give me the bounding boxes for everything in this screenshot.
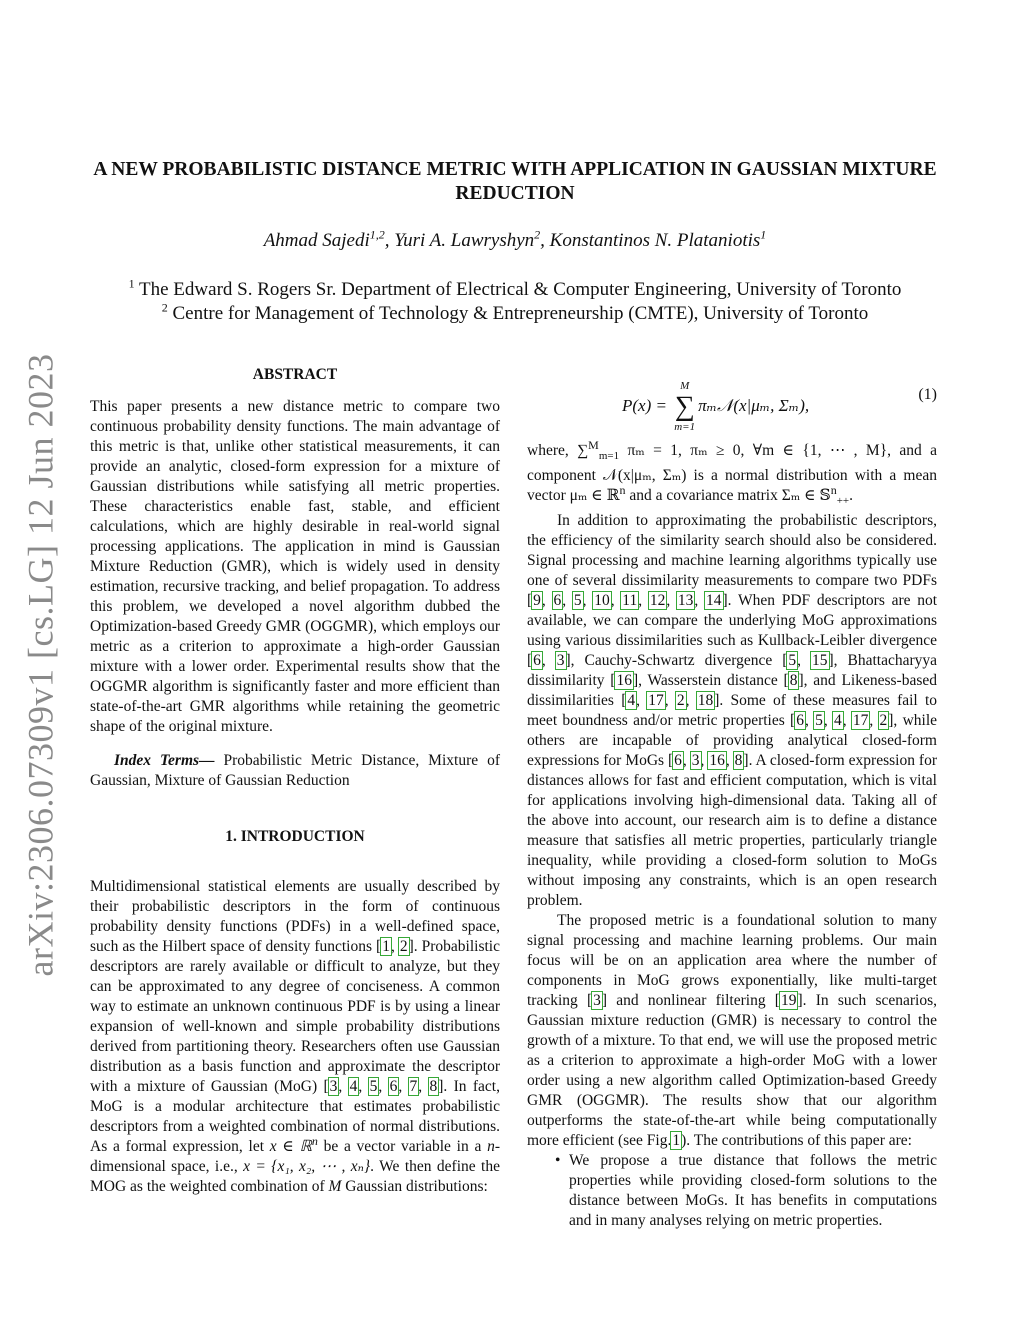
- index-terms-text: Probabilistic Metric Distance, Mixture of Gaussian, Mixture of Gaussian Reduction: [90, 752, 500, 789]
- author-name: Ahmad Sajedi: [263, 230, 370, 251]
- text-run: -dimensional space, i.e.,: [90, 1138, 500, 1175]
- citation-link[interactable]: 1: [382, 938, 390, 955]
- text-run: ] and nonlinear filtering [: [601, 992, 780, 1010]
- contributions-list: [527, 1151, 937, 1231]
- text-run: ]. A closed-form expression for distances allows for fast and efficient computation, which is vital for applications involving high-dimensional data. Taking all of the above into account, our research aim is to define a distance measure that satisfies all metric properties, particularly triangle inequality, while providing a closed-form solution to MoGs without imposing any constraints, which is an open research problem.: [527, 752, 937, 910]
- equation-body: [622, 380, 809, 434]
- math-superscript: n: [311, 1133, 318, 1148]
- citation-link[interactable]: 3: [691, 752, 700, 770]
- text-run: . We then define the MOG as the weighted combination of: [90, 1158, 500, 1195]
- index-terms-label: Index Terms—: [114, 752, 215, 769]
- author-list: Ahmad Sajedi$^{1,2}$, Yuri A. Lawryshyn$^2$, Konstantinos N. Plataniotis$^1$: [263, 227, 767, 251]
- citation-link[interactable]: 14: [706, 592, 722, 610]
- citation-link[interactable]: 6: [796, 712, 804, 730]
- intro-paragraph: Multidimensional statistical elements are usually described by their probabilistic descriptors in the form of continuous probability density functions (PDFs) in a well-defined space, such as the Hilbert space of density functions [1, 2]. Probabilistic descriptors are rarely available or difficult to analyze, but they can be approximated to any degree of conciseness. A common way to estimate an unknown continuous PDF is by using a linear expansion of well-known and simple probability distributions derived from partitioning theory. Researchers often use Gaussian distribution as a basis function and approximate the descriptor with a mixture of Gaussian (MoG) [3, 4, 5, 6, 7, 8]. In fact, MoG is a modular architecture that estimates probabilistic descriptors from a weighted combination of normal distributions. As a formal expression, let x ∈ ℝ$^n$ be a vector variable in a n-dimensional space, i.e., x = {x₁, x₂, ⋯ , xₙ}. We then define the MOG as the weighted combination of M Gaussian distributions:: [90, 878, 500, 1195]
- text-run: The proposed metric is a foundational solution to many signal processing and machine learning problems. Our main focus will be on an application area where the number of components in MoG grows exponentially, like multi-target tracking [: [527, 912, 937, 1010]
- introduction-heading: 1. INTRODUCTION: [225, 828, 365, 845]
- citation-link[interactable]: 5: [573, 592, 582, 610]
- author-affiliation-mark: 1: [760, 227, 767, 242]
- citation-link[interactable]: 16: [616, 672, 632, 690]
- summation: [674, 380, 695, 434]
- text-run: be a vector variable in a: [317, 1138, 488, 1155]
- author-name: Konstantinos N. Plataniotis: [549, 230, 761, 251]
- citation-link[interactable]: 2: [399, 938, 408, 955]
- left-column: [90, 365, 500, 1197]
- text-run: ]. In such scenarios, Gaussian mixture reduction (GMR) is necessary to control the growth of a mixture. To that end, we will use the proposed metric as a criterion to approximate a high-order MoG with a lower order using a new algorithm called Optimization-based Greedy GMR (OGGMR). The results show that our algorithm outperforms the state-of-the-art while being computationally more efficient (see Fig.: [527, 992, 938, 1150]
- affiliation: [90, 278, 940, 302]
- paper-title: A NEW PROBABILISTIC DISTANCE METRIC WITH APPLICATION IN GAUSSIAN MIXTURE REDUCTION: [93, 159, 937, 204]
- sum-lower-limit: m=1: [674, 421, 696, 433]
- text-run: and a covariance matrix Σₘ ∈ 𝕊: [625, 487, 831, 505]
- citation-link[interactable]: 9: [533, 592, 541, 610]
- citation-link[interactable]: 3: [593, 992, 601, 1010]
- right-column: [527, 365, 937, 1231]
- arxiv-stamp: [14, 355, 66, 975]
- text-run: Multidimensional statistical elements are usually described by their probabilistic descriptors in the form of continuous probability density functions (PDFs) in a well-defined space, such as the Hilbert space of density functions [: [90, 878, 500, 955]
- citation-link[interactable]: 16: [709, 752, 725, 770]
- citation-link[interactable]: 2: [676, 692, 685, 710]
- citation-link[interactable]: 6: [553, 592, 562, 610]
- text-run: In addition to approximating the probabilistic descriptors, the efficiency of the similarity search should also be considered. Signal processing and machine learning algorithms typically use one of several dissimilarity measurements to compare two PDFs [: [527, 512, 937, 610]
- citation-link[interactable]: 8: [734, 752, 743, 770]
- citation-link[interactable]: 6: [533, 652, 541, 670]
- citation-link[interactable]: 3: [329, 1078, 338, 1095]
- text-run: ]. When PDF descriptors are not available, we can compare the underlying MoG approximations using various dissimilarities such as Kullback-Leibler divergence [: [527, 592, 938, 670]
- affiliation-list: [90, 278, 940, 326]
- citation-link[interactable]: 5: [788, 652, 797, 670]
- equation-number: (1): [918, 386, 937, 403]
- where-paragraph: [527, 437, 937, 511]
- proposed-metric-paragraph: [527, 911, 937, 1151]
- author-affiliation-mark: 2: [534, 227, 541, 242]
- math-superscript: M: [588, 437, 599, 452]
- math-inline: M: [328, 1178, 342, 1195]
- figure-link[interactable]: 1: [672, 1132, 681, 1150]
- text-run: where, ∑: [527, 442, 589, 459]
- sum-symbol: ∑: [674, 391, 695, 422]
- dissimilarity-paragraph: In addition to approximating the probabilistic descriptors, the efficiency of the similarity search should also be considered. Signal processing and machine learning algorithms typically use one of several dissimilarity measurements to compare two PDFs [9, 6, 5, 10, 11, 12, 13, 14]. When PDF descriptors are not available, we can compare the underlying MoG approximations using various dissimilarities such as Kullback-Leibler divergence [6, 3], Cauchy-Schwartz divergence [5, 15], Bhattacharyya dissimilarity [16], Wasserstein distance [8], and Likeness-based dissimilarities [4, 17, 2, 18]. Some of these measures fail to meet boundness and/or metric properties [6, 5, 4, 17, 2], while others are incapable of providing analytical closed-form expressions for MoGs [6, 3, 16, 8]. A closed-form expression for distances allows for fast and efficient computation, which is vital for applications involving high-dimensional data. Taking all of the above into account, our research aim is to define a distance measure that satisfies all metric properties, particularly triangle inequality, while providing a closed-form solution to MoGs without imposing any constraints, which is an open research problem.: [527, 512, 938, 910]
- math-subscript: m=1: [598, 450, 620, 463]
- text-run: ], and Likeness-based dissimilarities [: [527, 672, 938, 710]
- author-affiliation-mark: 1,2: [369, 227, 385, 242]
- citation-link[interactable]: 8: [429, 1078, 438, 1095]
- citation-link[interactable]: 8: [789, 672, 798, 690]
- citation-link[interactable]: 5: [369, 1078, 378, 1095]
- text-run: ], Bhattacharyya dissimilarity [: [527, 652, 937, 690]
- equation-rhs: πₘ𝒩(x|μₘ, Σₘ),: [698, 395, 810, 415]
- citation-link[interactable]: 15: [812, 652, 828, 670]
- text-run: ], Wasserstein distance [: [632, 672, 789, 690]
- sum-upper-limit: M: [680, 380, 690, 392]
- abstract-text: This paper presents a new distance metric to compare two continuous probability density functions. The main advantage of this metric is that, unlike other statistical measurements, it can provide an analytic, closed-form expression for a mixture of Gaussian distributions while satisfying all metric properties. These characteristics enable fast, stable, and efficient calculations, which are highly desirable in real-world signal processing applications. The application in mind is Gaussian Mixture Reduction (GMR), which is widely used in density estimation, recursive tracking, and belief propagation. To address this problem, we developed a novel algorithm dubbed the Optimization-based Greedy GMR (OGGMR), which employs our metric as a criterion to approximate a high-order Gaussian mixture with a lower order. Experimental results show that the OGGMR algorithm is significantly faster and more efficient than state-of-the-art GMR algorithms while retaining the geometric shape of the original mixture.: [90, 398, 500, 735]
- math-subscript: ++: [836, 495, 850, 508]
- affiliation-text: The Edward S. Rogers Sr. Department of Electrical & Computer Engineering, University of Toronto: [139, 279, 902, 300]
- math-inline: x ∈ ℝ: [269, 1138, 312, 1155]
- math-superscript: n: [619, 482, 626, 497]
- citation-link[interactable]: 18: [697, 692, 714, 710]
- citation-link[interactable]: 12: [649, 592, 666, 610]
- citation-link[interactable]: 19: [780, 992, 797, 1010]
- affiliation-number: 1: [128, 276, 135, 291]
- text-run: ]. In fact, MoG is a modular architecture that estimates probabilistic descriptors from a weighted combination of normal distributions. As a formal expression, let: [90, 1078, 500, 1155]
- text-run: πₘ = 1, πₘ ≥ 0, ∀m ∈ {1, ⋯ , M}, and a component 𝒩(x|μₘ, Σₘ) is a normal distribution with a mean vector μₘ ∈ ℝ: [527, 442, 937, 505]
- equation-1: [527, 365, 937, 435]
- arxiv-stamp-text: arXiv:2306.07309v1 [cs.LG] 12 Jun 2023: [20, 353, 60, 977]
- index-terms: [90, 751, 500, 791]
- affiliation-number: 2: [161, 300, 168, 315]
- citation-link[interactable]: 17: [648, 692, 664, 710]
- citation-link[interactable]: 2: [879, 712, 888, 730]
- citation-link[interactable]: 4: [833, 712, 842, 730]
- citation-link[interactable]: 4: [627, 692, 636, 710]
- math-inline: n: [487, 1138, 495, 1155]
- equation-lhs: P(x) =: [622, 395, 672, 415]
- text-run: ]. Probabilistic descriptors are rarely available or difficult to analyze, but they can be approximated to any degree of conciseness. A common way to estimate an unknown continuous PDF is by using a linear expansion of well-known and simple probability distributions derived from partitioning theory. Researchers often use Gaussian distribution as a basis function and approximate the descriptor with a mixture of Gaussian (MoG) [: [90, 938, 500, 1095]
- citation-link[interactable]: 10: [594, 592, 610, 610]
- affiliation-text: Centre for Management of Technology & Entrepreneurship (CMTE), University of Toronto: [172, 303, 869, 324]
- citation-link[interactable]: 7: [409, 1078, 418, 1095]
- math-superscript: n: [830, 482, 837, 497]
- citation-link[interactable]: 13: [677, 592, 694, 610]
- citation-link[interactable]: 6: [674, 752, 682, 770]
- text-run: .: [849, 487, 853, 505]
- list-item: • We propose a true distance that follows the metric properties while providing closed-form solutions to the distance between MoGs. It has benefits in computations and in many analyses relying on metric properties.: [569, 1151, 937, 1231]
- citation-link[interactable]: 11: [622, 592, 638, 610]
- text-run: ). The contributions of this paper are:: [681, 1132, 912, 1150]
- text-run: ], Cauchy-Schwartz divergence [: [565, 652, 788, 670]
- citation-link[interactable]: 17: [852, 712, 869, 730]
- text-run: ], while others are incapable of providing analytical closed-form expressions for MoGs [: [527, 712, 937, 770]
- affiliation: [90, 302, 940, 326]
- citation-link[interactable]: 3: [556, 652, 565, 670]
- citation-link[interactable]: 6: [389, 1078, 398, 1095]
- text-run: Gaussian distributions:: [341, 1178, 488, 1195]
- citation-link[interactable]: 4: [349, 1078, 358, 1095]
- author-name: Yuri A. Lawryshyn: [394, 230, 535, 251]
- abstract-heading: ABSTRACT: [252, 366, 338, 383]
- text-run: ]. Some of these measures fail to meet boundness and/or metric properties [: [527, 692, 938, 730]
- citation-link[interactable]: 5: [815, 712, 823, 730]
- math-inline: x = {x₁, x₂, ⋯ , xₙ}: [243, 1158, 371, 1175]
